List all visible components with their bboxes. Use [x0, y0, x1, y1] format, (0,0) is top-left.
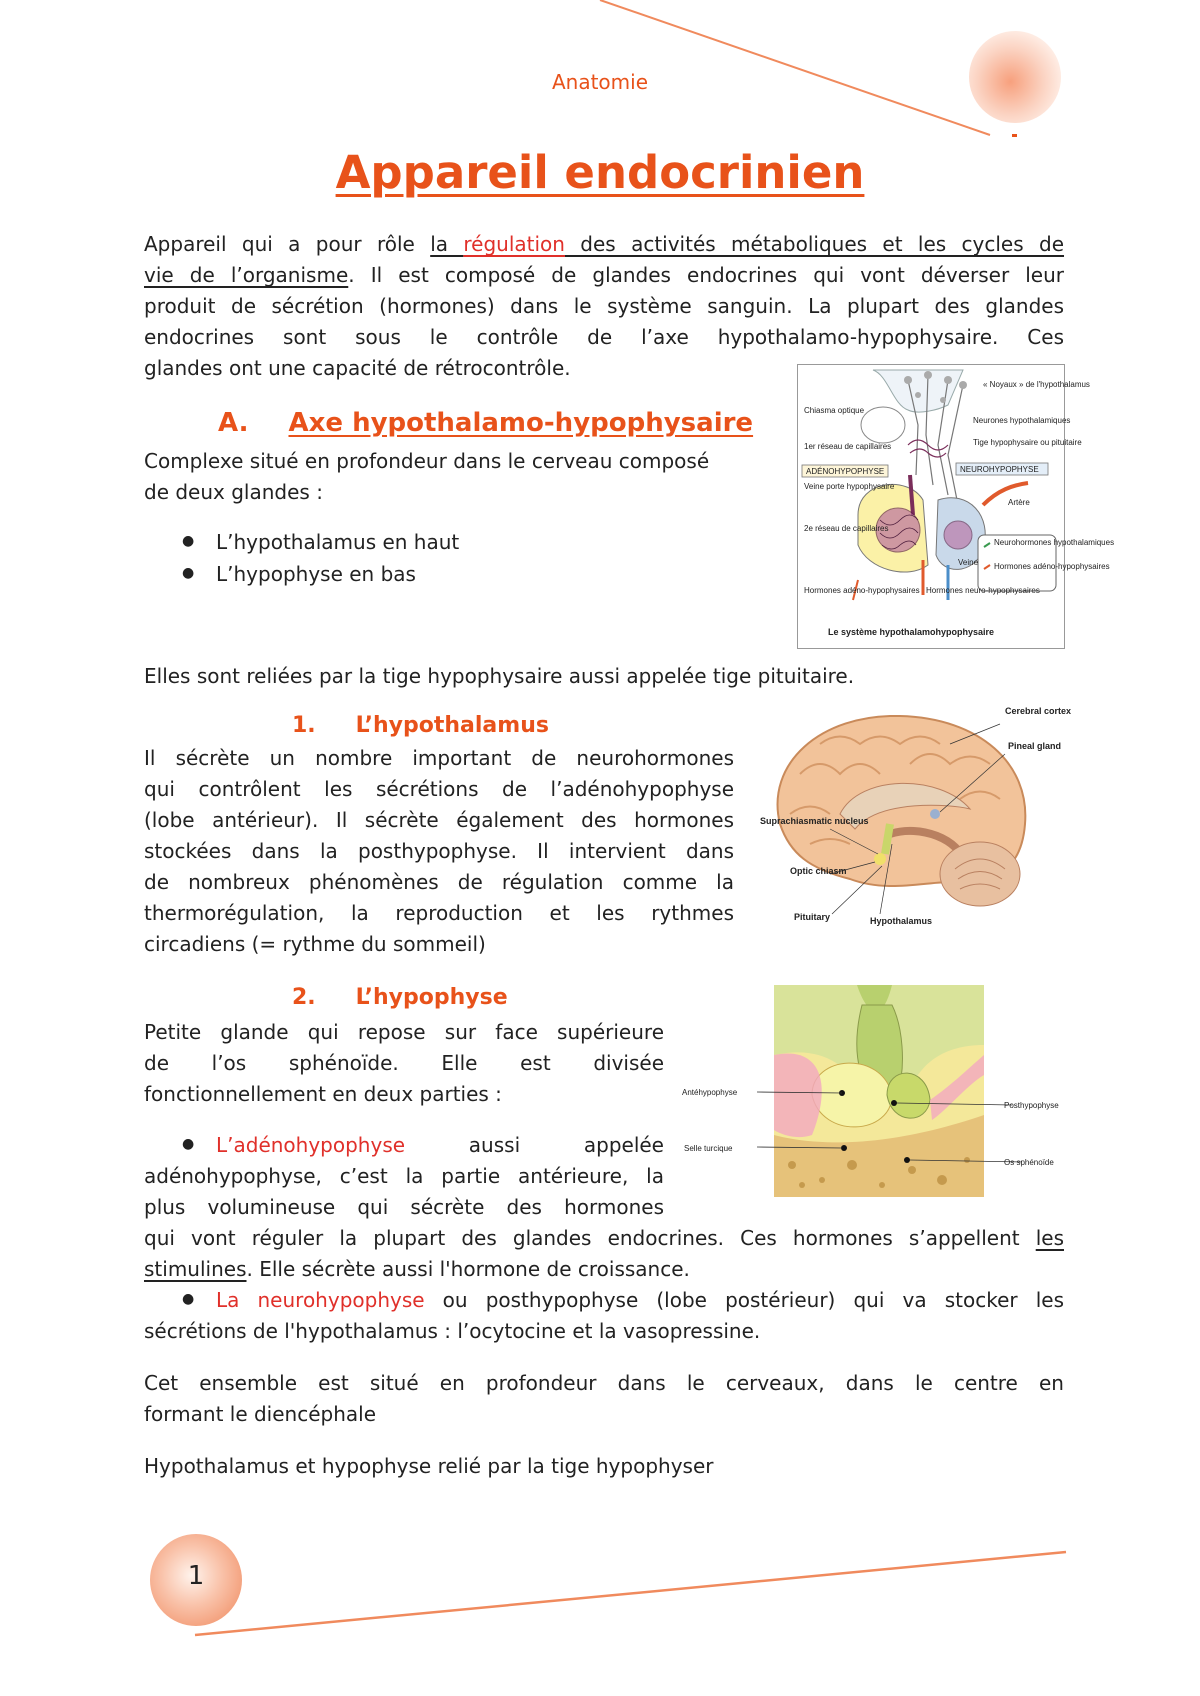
page-title: Appareil endocrinien	[335, 146, 865, 199]
label-os-sphenoide: Os sphénoïde	[1004, 1158, 1054, 1167]
label-hormones-adeno-legend: Hormones adéno-hypophysaires	[994, 562, 1110, 571]
label-antehypophyse: Antéhypophyse	[682, 1088, 738, 1097]
intro-line-2: vie de l’organisme. Il est composé de glandes endocrines qui vont déverser leur	[144, 263, 1065, 287]
figure-hypothalamo-hypophysaire	[797, 364, 1115, 649]
intro-line-4: endocrines sont sous le contrôle de l’axe hypothalamo-hypophysaire. Ces	[144, 325, 1064, 349]
figure1-caption: Le système hypothalamohypophysaire	[828, 627, 995, 637]
section-1-title: L’hypothalamus	[355, 713, 549, 738]
bullet-adenohypophyse-line-3: plus volumineuse qui sécrète des hormones	[144, 1195, 664, 1219]
label-hormones-neuro: Hormones neuro-hypophysaires	[926, 586, 1040, 595]
page-number: 1	[187, 1561, 205, 1591]
s1-line: (lobe antérieur). Il sécrète également des hormones	[144, 808, 734, 832]
label-tige: Tige hypophysaire ou pituitaire	[973, 438, 1082, 447]
label-optic-chiasm: Optic chiasm	[790, 866, 847, 876]
footer-decoration	[0, 1520, 1200, 1696]
s1-line: qui contrôlent les sécrétions de l’adénohypophyse	[144, 777, 734, 801]
section-a-text-2: de deux glandes :	[144, 480, 323, 504]
s2-line: Petite glande qui repose sur face supérieure	[144, 1020, 664, 1044]
s2-line: de l’os sphénoïde. Elle est divisée	[144, 1051, 664, 1075]
label-suprachiasmatic: Suprachiasmatic nucleus	[760, 816, 869, 826]
label-reseau1: 1er réseau de capillaires	[804, 442, 892, 451]
intro-line-1: Appareil qui a pour rôle la régulation des activités métaboliques et les cycles de	[144, 232, 1065, 256]
section-1-number: 1.	[292, 713, 316, 738]
label-neurones: Neurones hypothalamiques	[973, 416, 1071, 425]
ensemble-line-1: Cet ensemble est situé en profondeur dans le cerveaux, dans le centre en	[144, 1371, 1064, 1395]
s1-line: stockées dans la posthypophyse. Il intervient dans	[144, 839, 734, 863]
bullet-neurohypophyse-line-2: sécrétions de l'hypothalamus : l’ocytocine et la vasopressine.	[144, 1319, 761, 1343]
bullet-adenohypophyse-line-5: stimulines. Elle sécrète aussi l'hormone de croissance.	[144, 1257, 690, 1281]
bullet-dot: ●	[182, 565, 195, 581]
bullet-dot: ●	[182, 1291, 195, 1307]
label-hormones-adeno: Hormones adéno-hypophysaires	[804, 586, 920, 595]
bullet-dot: ●	[182, 533, 195, 549]
label-pineal-gland: Pineal gland	[1008, 741, 1062, 751]
section-a-letter: A.	[218, 408, 249, 438]
label-veine-porte: Veine porte hypophysaire	[804, 482, 895, 491]
label-cerebral-cortex: Cerebral cortex	[1005, 706, 1072, 716]
section-2-number: 2.	[292, 985, 316, 1010]
section-1-heading	[292, 713, 549, 738]
s1-line: Il sécrète un nombre important de neurohormones	[144, 746, 734, 770]
label-reseau2: 2e réseau de capillaires	[804, 524, 889, 533]
brain-svg	[760, 704, 1072, 939]
label-chiasma: Chiasma optique	[804, 406, 865, 415]
bullet-hypophyse: L’hypophyse en bas	[216, 562, 416, 586]
section-2-title: L’hypophyse	[355, 985, 508, 1010]
section-a-linked: Elles sont reliées par la tige hypophysaire aussi appelée tige pituitaire.	[144, 664, 855, 688]
s2-line: fonctionnellement en deux parties :	[144, 1082, 502, 1106]
intro-line-3: produit de sécrétion (hormones) dans le système sanguin. La plupart des glandes	[144, 294, 1064, 318]
s1-line: thermorégulation, la reproduction et les rythmes	[144, 901, 734, 925]
label-neurohormones: Neurohormones hypothalamiques	[994, 538, 1115, 547]
label-posthypophyse: Posthypophyse	[1004, 1101, 1059, 1110]
section-2-heading	[292, 985, 508, 1010]
figure-brain	[760, 704, 1072, 939]
bullet-neurohypophyse-line-1: La neurohypophyse ou posthypophyse (lobe postérieur) qui va stocker les	[216, 1288, 1064, 1312]
bullet-adenohypophyse-line-1: L’adénohypophyse aussi appelée	[216, 1133, 664, 1157]
s1-line: circadiens (= rythme du sommeil)	[144, 932, 486, 956]
hypophyse-svg	[682, 985, 1072, 1200]
label-adenohypophyse: ADÉNOHYPOPHYSE	[806, 467, 885, 476]
label-hypothalamus: Hypothalamus	[870, 916, 933, 926]
label-artere: Artère	[1008, 498, 1030, 507]
ensemble-line-2: formant le diencéphale	[144, 1402, 377, 1426]
section-a-heading	[218, 408, 753, 438]
bullet-adenohypophyse-line-2: adénohypophyse, c’est la partie antérieure, la	[144, 1164, 664, 1188]
figure-hypophyse	[682, 985, 1072, 1200]
bullet-adenohypophyse-line-4: qui vont réguler la plupart des glandes endocrines. Ces hormones s’appellent les	[144, 1226, 1064, 1250]
section-a-text-1: Complexe situé en profondeur dans le cerveau composé	[144, 449, 710, 473]
diagram-svg	[798, 365, 1115, 648]
tige-note: Hypothalamus et hypophyse relié par la tige hypophyser	[144, 1454, 714, 1478]
label-neurohypophyse: NEUROHYPOPHYSE	[960, 465, 1039, 474]
label-selle-turcique: Selle turcique	[684, 1144, 733, 1153]
bullet-dot: ●	[182, 1136, 195, 1152]
intro-line-5: glandes ont une capacité de rétrocontrôle.	[144, 356, 571, 380]
section-a-title: Axe hypothalamo-hypophysaire	[288, 408, 754, 438]
bullet-hypothalamus: L’hypothalamus en haut	[216, 530, 460, 554]
running-header: Anatomie	[551, 70, 649, 94]
label-pituitary: Pituitary	[794, 912, 831, 922]
label-noyaux: « Noyaux » de l'hypothalamus	[983, 380, 1090, 389]
label-veine: Veine	[958, 558, 979, 567]
s1-line: de nombreux phénomènes de régulation comme la	[144, 870, 734, 894]
